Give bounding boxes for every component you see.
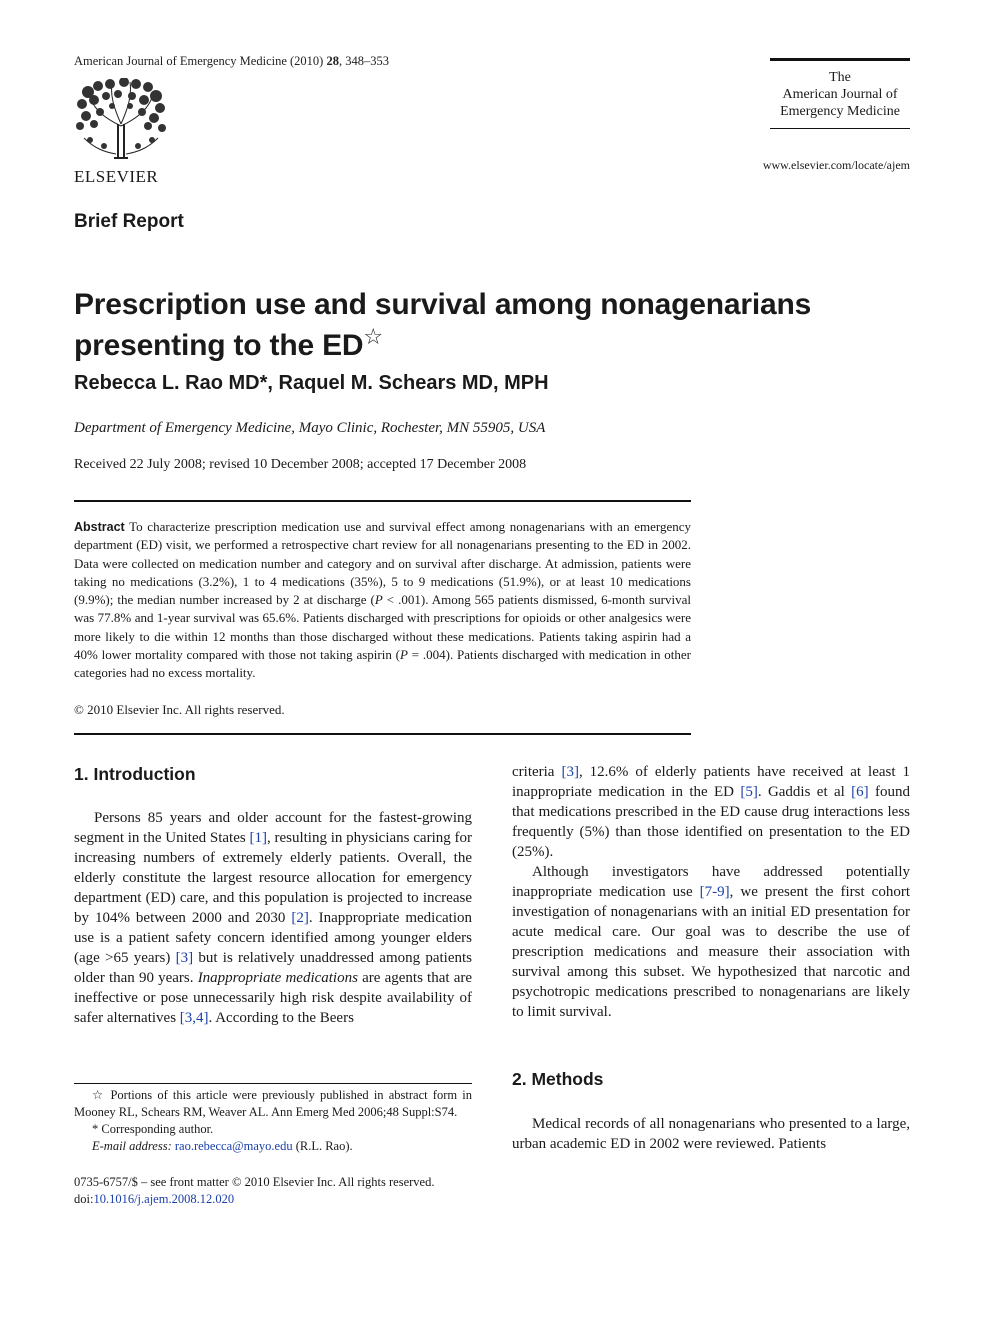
- article-type: Brief Report: [74, 211, 184, 232]
- citation-link[interactable]: [1]: [249, 830, 267, 846]
- masthead-rule-bottom: [770, 128, 910, 129]
- elsevier-tree-icon: [74, 78, 168, 160]
- citation-link[interactable]: [5]: [740, 784, 758, 800]
- intro-paragraph: [74, 808, 472, 1028]
- intro-paragraph: [512, 862, 910, 1022]
- journal-citation: [74, 54, 389, 69]
- footnote-star-marker: ☆: [92, 1088, 106, 1102]
- body-text: . Gaddis et al: [757, 784, 852, 800]
- issn-line: 0735-6757/$ – see front matter © 2010 Elsevier Inc. All rights reserved.: [74, 1175, 435, 1189]
- journal-name: [770, 69, 910, 120]
- elsevier-logo: [74, 78, 168, 187]
- methods-column: [512, 1114, 910, 1154]
- title-footnote-star[interactable]: ☆: [363, 324, 383, 349]
- article-dates: Received 22 July 2008; revised 10 December 2008; accepted 17 December 2008: [74, 457, 527, 472]
- email-suffix: (R.L. Rao).: [292, 1139, 353, 1153]
- citation-link[interactable]: [3]: [175, 950, 194, 966]
- abstract-rule-top: [74, 500, 691, 502]
- body-text: , 12.6% of elderly patients have received at least 1 inappropriate medication in the ED: [512, 764, 910, 800]
- citation-pages: , 348–353: [338, 54, 389, 68]
- citation-link[interactable]: [7-9]: [699, 884, 730, 900]
- footnote-star: [74, 1087, 472, 1121]
- email-label: E-mail address:: [92, 1139, 172, 1153]
- citation-journal: American Journal of Emergency Medicine (2010): [74, 54, 324, 68]
- body-text: are agents that are ineffective or pose unnecessarily high risk despite availability of safer alternatives: [74, 970, 473, 1026]
- citation-link[interactable]: [3,4]: [179, 1010, 209, 1026]
- abstract-p-symbol: P: [374, 592, 383, 608]
- abstract-copyright: © 2010 Elsevier Inc. All rights reserved.: [74, 702, 285, 717]
- elsevier-wordmark: ELSEVIER: [74, 167, 159, 186]
- footnote-text: Portions of this article were previously published in abstract form in Mooney RL, Schears RM, Weaver AL. Ann Emerg Med 2006;48 Suppl:S74.: [74, 1088, 472, 1119]
- title-line: Prescription use and survival among nonagenarians: [74, 288, 812, 321]
- body-text: Although investigators have addressed potentially inappropriate medication use: [512, 864, 910, 900]
- body-text: . According to the Beers: [208, 1010, 354, 1026]
- journal-name-line: The: [829, 70, 851, 85]
- footnote-text: Corresponding author.: [98, 1122, 214, 1136]
- intro-paragraph-continued: [512, 762, 910, 862]
- body-text: found that medications prescribed in the ED cause drug interactions less frequently (5%) than those identified on presentation to the ED (25%).: [512, 784, 910, 860]
- section-heading-methods: 2. Methods: [512, 1069, 604, 1089]
- citation-link[interactable]: [3]: [561, 764, 579, 780]
- body-text: . Inappropriate medication use is a patient safety concern identified among younger elders (age >65 years): [74, 910, 472, 966]
- email-link[interactable]: rao.rebecca@mayo.edu: [174, 1139, 293, 1153]
- abstract: [74, 518, 691, 683]
- footnote-corresponding: [74, 1121, 472, 1138]
- article-title: [74, 284, 834, 366]
- body-text: but is relatively unaddressed among patients older than 90 years.: [74, 950, 473, 986]
- abstract-rule-bottom: [74, 733, 691, 735]
- methods-paragraph: Medical records of all nonagenarians who presented to a large, urban academic ED in 2002 were reviewed. Patients: [512, 1116, 910, 1152]
- front-matter: [74, 1174, 472, 1208]
- citation-link[interactable]: [2]: [291, 910, 309, 926]
- footnote-email: [74, 1138, 472, 1155]
- abstract-text: To characterize prescription medication use and survival effect among nonagenarians with an emergency department (ED) visit, we performed a retrospective chart review for all nonagenarians presenting to the ED in 2002. Data were collected on medication number and category and on survival after discharge. At admission, patients were taking no medications (3.2%), 1 to 4 medications (35%), 5 to 9 medications (51.9%), or at least 10 medications (9.9%); the median number increased by 2 at discharge (: [74, 519, 691, 608]
- abstract-text: = .004). Patients discharged with medication in other categories had no excess mortality.: [74, 647, 691, 681]
- body-text: , we present the first cohort investigation of nonagenarians with an initial ED presentation for acute medical care. Our goal was to describe the use of prescription medications and measure their association with survival among this subset. We hypothesized that narcotic and psychotropic medications prescribed to nonagenarians are likely to limit survival.: [512, 884, 910, 1020]
- abstract-label: Abstract: [74, 520, 125, 534]
- footnote-asterisk: *: [92, 1122, 99, 1136]
- abstract-p-symbol: P: [399, 647, 408, 663]
- body-text-italic: Inappropriate medications: [197, 970, 358, 986]
- footnote-rule: [74, 1083, 472, 1084]
- footnotes: [74, 1087, 472, 1155]
- author-affiliation: Department of Emergency Medicine, Mayo Clinic, Rochester, MN 55905, USA: [74, 420, 546, 436]
- author-list: Rebecca L. Rao MD*, Raquel M. Schears MD, MPH: [74, 372, 549, 394]
- doi-line: [74, 1191, 472, 1208]
- body-text: Persons 85 years and older account for the fastest-growing segment in the United States: [74, 810, 472, 846]
- title-line: presenting to the ED: [74, 329, 364, 362]
- citation-link[interactable]: [6]: [851, 784, 869, 800]
- journal-masthead: [770, 58, 910, 129]
- doi-link[interactable]: 10.1016/j.ajem.2008.12.020: [93, 1192, 235, 1206]
- journal-name-line: Emergency Medicine: [780, 104, 900, 119]
- journal-name-line: American Journal of: [782, 87, 898, 102]
- masthead-rule-top: [770, 58, 910, 61]
- intro-left-column: [74, 808, 472, 1028]
- body-text: criteria: [512, 764, 562, 780]
- intro-right-column: [512, 762, 910, 1022]
- body-text: , resulting in physicians caring for increasing numbers of extremely elderly patients. Overall, the elderly constitute the largest resource allocation for emergency department (ED) care, and this population is projected to increase by 104% between 2000 and 2030: [74, 830, 472, 926]
- abstract-text: < .001). Among 565 patients dismissed, 6-month survival was 77.8% and 1-year survival was 65.6%. Patients discharged with prescriptions for opioids or other analgesics were more likely to die within 12 months than those discharged without these medications. Patients taking aspirin had a 40% lower mortality compared with those not taking aspirin (: [74, 592, 691, 663]
- journal-url[interactable]: www.elsevier.com/locate/ajem: [762, 158, 910, 172]
- doi-label: doi:: [74, 1192, 94, 1206]
- section-heading-introduction: 1. Introduction: [74, 764, 196, 784]
- citation-volume: 28: [326, 54, 339, 68]
